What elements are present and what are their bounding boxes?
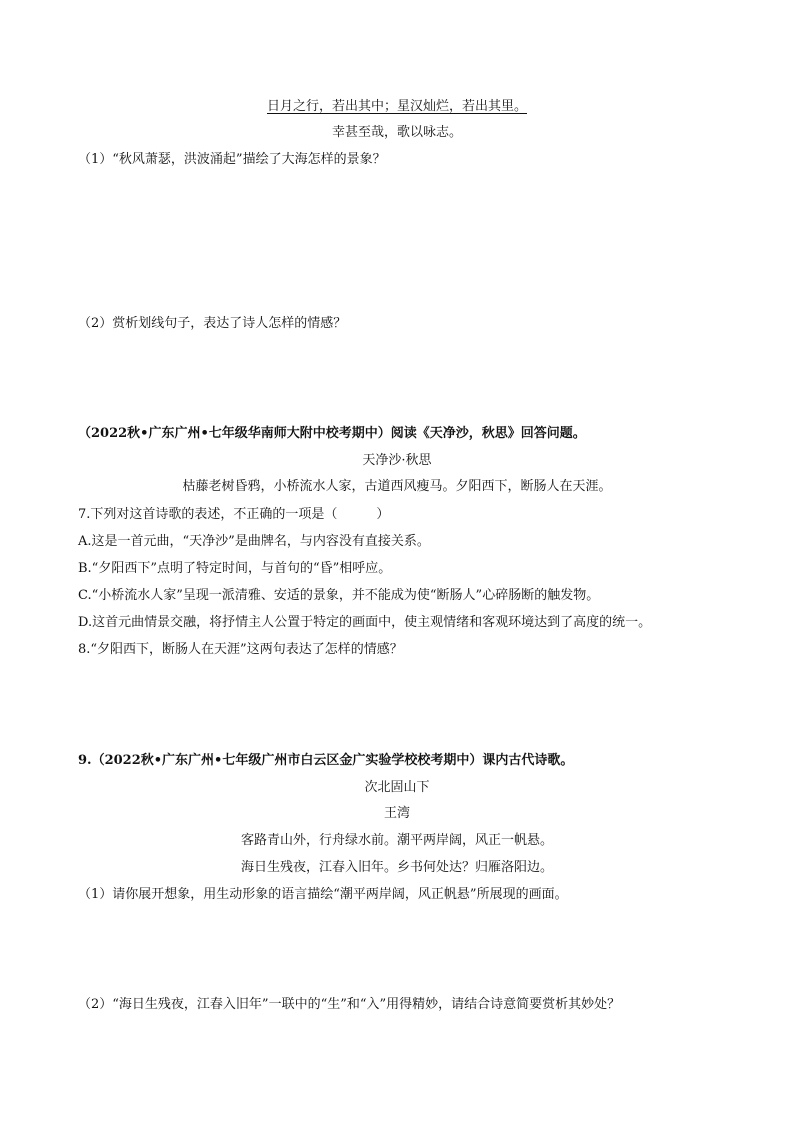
question-1-sub2: （2）赏析划线句子，表达了诗人怎样的情感？	[78, 316, 347, 331]
question-1-sub1: （1）“秋风萧瑟，洪波涌起”描绘了大海怎样的景象？	[78, 152, 386, 167]
poem1-underlined-line	[0, 98, 794, 116]
section3-poem-line2: 海日生残夜，江春入旧年。乡书何处达？归雁洛阳边。	[240, 860, 553, 875]
question-9-sub2: （2）“海日生残夜，江春入旧年”一联中的“生”和“入”用得精妙，请结合诗意简要赏析其妙处？	[78, 997, 621, 1012]
section2-poem-body: 枯藤老树昏鸦，小桥流水人家，古道西风瘦马。夕阳西下，断肠人在天涯。	[182, 479, 612, 494]
option-c: C.“小桥流水人家”呈现一派清雅、安适的景象，并不能成为使“断肠人”心碎肠断的触发物。	[78, 588, 600, 603]
question-8: 8.“夕阳西下，断肠人在天涯”这两句表达了怎样的情感？	[78, 642, 403, 657]
section3-poem-title: 次北固山下	[364, 780, 430, 795]
section2-poem-title: 天净沙·秋思	[362, 453, 432, 468]
section3-poem-author: 王湾	[383, 806, 410, 821]
question-9-sub1: （1）请你展开想象，用生动形象的语言描绘“潮平两岸阔，风正帆悬”所展现的画面。	[78, 887, 568, 902]
option-a: A.这是一首元曲，“天净沙”是曲牌名，与内容没有直接关系。	[78, 534, 430, 549]
section3-poem-line1: 客路青山外，行舟绿水前。潮平两岸阔，风正一帆悬。	[240, 833, 553, 848]
section2-header: （2022秋•广东广州•七年级华南师大附中校考期中）阅读《天净沙，秋思》回答问题。	[78, 426, 586, 441]
option-b: B.“夕阳西下”点明了特定时间，与首句的“昏”相呼应。	[78, 561, 392, 576]
underlined-text: 日月之行，若出其中；星汉灿烂，若出其里。	[266, 99, 527, 114]
section3-header: 9.（2022秋•广东广州•七年级广州市白云区金广实验学校校考期中）课内古代诗歌。	[78, 753, 574, 768]
question-7: 7.下列对这首诗歌的表述，不正确的一项是（ ）	[78, 507, 390, 522]
option-d: D.这首元曲情景交融，将抒情主人公置于特定的画面中，使主观情绪和客观环境达到了高度的统一。	[78, 615, 652, 630]
poem1-last-line: 幸甚至哉，歌以咏志。	[331, 125, 462, 140]
